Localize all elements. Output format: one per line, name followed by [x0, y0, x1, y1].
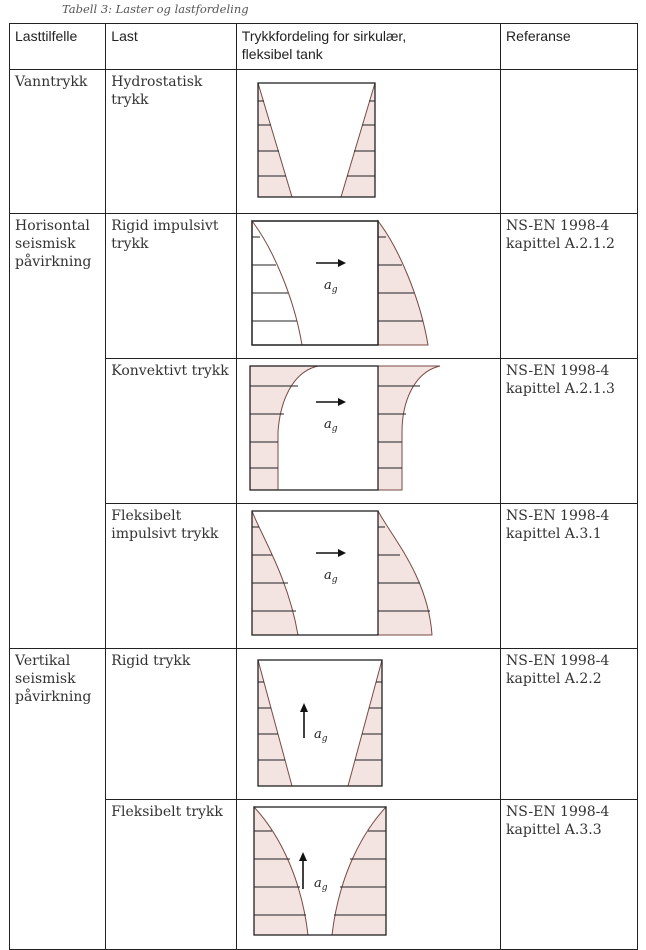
reference-cell: NS-EN 1998-4 kapittel A.2.2 [501, 649, 638, 800]
group-water: Vanntrykk [10, 70, 106, 214]
accel-label: a [323, 568, 332, 583]
rigid-impulsive-diagram [242, 217, 489, 355]
group-vertical: Vertikal seismisk påvirkning [10, 649, 106, 950]
convective-diagram [242, 362, 489, 500]
reference-cell: NS-EN 1998-4 kapittel A.2.1.3 [501, 359, 638, 504]
load-label: Konvektivt trykk [106, 359, 237, 504]
accel-sub: g [331, 424, 338, 434]
load-label: Hydrostatisk trykk [106, 70, 237, 214]
load-label: Fleksibelt trykk [106, 800, 237, 950]
table-row [10, 649, 638, 800]
header-pressure: Trykkfordeling for sirkulær, fleksibel tank [236, 24, 500, 70]
accel-label: a [323, 417, 332, 432]
load-table [9, 23, 638, 950]
svg-text:ag [314, 876, 328, 893]
pressure-figure [236, 359, 500, 504]
pressure-figure [236, 504, 500, 649]
hydrostatic-diagram [242, 73, 489, 210]
svg-text:ag [324, 568, 338, 585]
group-horizontal: Horisontal seismisk påvirkning [10, 214, 106, 649]
accel-label: a [323, 278, 332, 293]
svg-text:ag [314, 727, 328, 744]
flexible-impulsive-diagram [242, 507, 489, 645]
header-row [10, 24, 638, 70]
reference-cell: NS-EN 1998-4 kapittel A.3.3 [501, 800, 638, 950]
pressure-figure [236, 800, 500, 950]
accel-sub: g [321, 883, 328, 893]
accel-sub: g [321, 734, 328, 744]
flexible-vertical-diagram [242, 803, 489, 946]
header-reference: Referanse [501, 24, 638, 70]
svg-text:ag [324, 417, 338, 434]
accel-sub: g [331, 575, 338, 585]
pressure-figure [236, 214, 500, 359]
accel-sub: g [331, 285, 338, 295]
reference-cell [501, 70, 638, 214]
table-row [10, 70, 638, 214]
table-row [10, 214, 638, 359]
load-label: Fleksibelt impulsivt trykk [106, 504, 237, 649]
pressure-figure [236, 649, 500, 800]
reference-cell: NS-EN 1998-4 kapittel A.3.1 [501, 504, 638, 649]
header-load: Last [106, 24, 237, 70]
load-label: Rigid trykk [106, 649, 237, 800]
accel-label: a [313, 727, 322, 742]
reference-cell: NS-EN 1998-4 kapittel A.2.1.2 [501, 214, 638, 359]
pressure-figure [236, 70, 500, 214]
header-load-case: Lasttilfelle [10, 24, 106, 70]
accel-label: a [313, 876, 322, 891]
table-caption: Tabell 3: Laster og lastfordeling [62, 2, 249, 16]
load-label: Rigid impulsivt trykk [106, 214, 237, 359]
rigid-vertical-diagram [242, 652, 489, 796]
